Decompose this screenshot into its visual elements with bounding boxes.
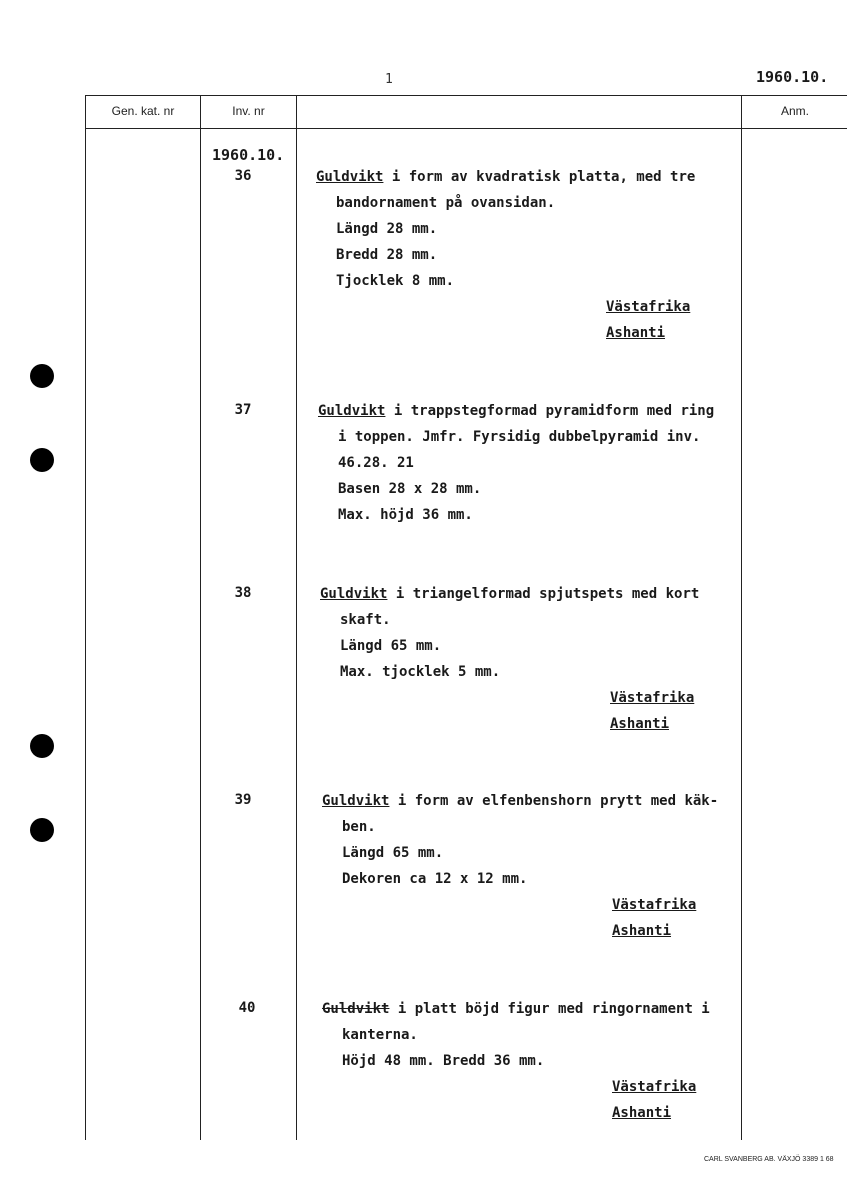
- description-line: skaft.: [340, 612, 391, 628]
- origin-region: Västafrika: [612, 897, 697, 913]
- object-term: Guldvikt: [318, 403, 386, 419]
- column-divider-inv: [296, 95, 297, 1140]
- description-line: Basen 28 x 28 mm.: [338, 481, 482, 497]
- column-divider-gen: [200, 95, 201, 1140]
- inventory-number: 36: [234, 168, 252, 184]
- description-line-first: Guldvikt i form av kvadratisk platta, med tre: [316, 169, 696, 185]
- description-line-first: Guldvikt i platt böjd figur med ringornament i: [322, 1001, 710, 1017]
- description-line: Höjd 48 mm. Bredd 36 mm.: [342, 1053, 545, 1069]
- binder-hole: [30, 734, 54, 758]
- entry-description: [320, 581, 740, 737]
- page-date-code: 1960.10.: [756, 68, 829, 86]
- origin-region: Västafrika: [612, 1079, 697, 1095]
- header-inv-nr: Inv. nr: [232, 104, 265, 118]
- inventory-number: 38: [234, 585, 252, 601]
- binder-hole: [30, 364, 54, 388]
- header-anm: Anm.: [780, 104, 809, 118]
- inventory-number: 40: [238, 1000, 256, 1016]
- description-line: i toppen. Jmfr. Fyrsidig dubbelpyramid inv.: [338, 429, 701, 445]
- origin-people: Ashanti: [606, 325, 666, 341]
- inventory-number: 39: [234, 792, 252, 808]
- object-term: Guldvikt: [322, 793, 390, 809]
- description-line: Dekoren ca 12 x 12 mm.: [342, 871, 528, 887]
- object-term: Guldvikt: [316, 169, 384, 185]
- entry-description: [318, 398, 738, 528]
- origin-region: Västafrika: [610, 690, 695, 706]
- description-line: Längd 65 mm.: [340, 638, 442, 654]
- origin-region: Västafrika: [606, 299, 691, 315]
- binder-hole: [30, 818, 54, 842]
- description-line-first: Guldvikt i form av elfenbenshorn prytt med käk-: [322, 793, 719, 809]
- description-line: bandornament på ovansidan.: [336, 195, 556, 211]
- description-line-first: Guldvikt i triangelformad spjutspets med kort: [320, 586, 700, 602]
- object-term: Guldvikt: [322, 1001, 390, 1017]
- description-line: ben.: [342, 819, 376, 835]
- column-divider-anm: [741, 95, 742, 1140]
- description-line: Längd 28 mm.: [336, 221, 438, 237]
- printer-imprint: CARL SVANBERG AB. VÄXJÖ 3389 1 68: [704, 1156, 834, 1163]
- description-line-first: Guldvikt i trappstegformad pyramidform med ring: [318, 403, 715, 419]
- page-number: 1: [385, 72, 393, 87]
- description-line: Längd 65 mm.: [342, 845, 444, 861]
- description-line: 46.28. 21: [338, 455, 414, 471]
- object-term: Guldvikt: [320, 586, 388, 602]
- entry-description: [322, 996, 742, 1126]
- origin-people: Ashanti: [610, 716, 670, 732]
- origin-people: Ashanti: [612, 1105, 672, 1121]
- origin-people: Ashanti: [612, 923, 672, 939]
- description-line: Max. tjocklek 5 mm.: [340, 664, 501, 680]
- description-line: Bredd 28 mm.: [336, 247, 438, 263]
- description-line: Tjocklek 8 mm.: [336, 273, 455, 289]
- binder-hole: [30, 448, 54, 472]
- series-label: 1960.10.: [212, 146, 285, 164]
- inventory-number: 37: [234, 402, 252, 418]
- entry-description: [322, 788, 742, 944]
- entry-description: [316, 164, 736, 346]
- column-divider-left: [85, 95, 86, 1140]
- description-line: Max. höjd 36 mm.: [338, 507, 473, 523]
- description-line: kanterna.: [342, 1027, 418, 1043]
- header-gen-kat-nr: Gen. kat. nr: [111, 104, 175, 118]
